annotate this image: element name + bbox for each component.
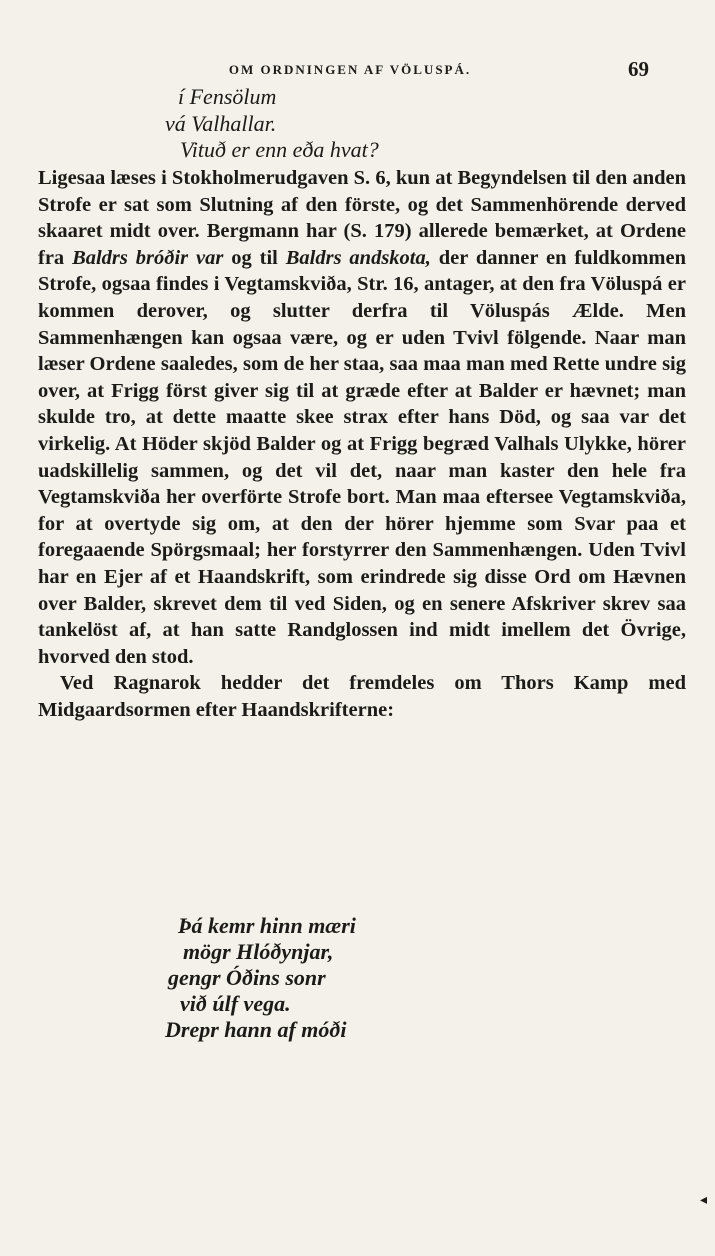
verse-line: Vituð er enn eða hvat? xyxy=(180,137,379,162)
corner-arrow-icon: ◂ xyxy=(700,1193,708,1208)
paragraph-text: Ved Ragnarok hedder det fremdeles om Thors Kamp med Midgaardsormen efter Haandskrifterne: xyxy=(38,672,686,721)
verse-line: gengr Óðins sonr xyxy=(168,965,326,990)
verse-line: við úlf vega. xyxy=(180,991,291,1016)
quoted-phrase: Baldrs andskota, xyxy=(285,246,431,269)
paragraph-text: Ligesaa læses i Stokholmerudgaven S. 6, kun at Begyndelsen til den anden Strofe er sat som Slutning af den förste, og det Sammenhörende derved skaaret midt over. Bergmann har (S. 179) allerede bemærket, at Ordene fra Baldrs bróðir var og til Baldrs andskota, der danner en fuldkommen Strofe, ogsaa findes i Vegtamskviða, Str. 16, antager, at den fra Völuspá er kommen derover, og slutter derfra til Völuspás Ælde. Men Sammenhængen kan ogsaa være, og er uden Tvivl fölgende. Naar man læser Ordene saaledes, som de her staa, saa maa man med Rette undre sig over, at Frigg först giver sig til at græde efter at Balder er hævnet; man skulde tro, at dette maatte skee strax efter hans Död, og saa var det virkelig. At Höder skjöd Balder og at Frigg begræd Valhals Ulykke, hörer uadskillelig sammen, og det vil det, naar man kaster den hele fra Vegtamskviða her overförte Strofe bort. Man maa eftersee Vegtamskviða, for at overtyde sig om, at den der hörer hjemme som Svar paa et foregaaende Spörgsmaal; her forstyrrer den Sammenhængen. Uden Tvivl har en Ejer af et Haandskrift, som erindrede sig disse Ord om Hævnen over Balder, skrevet dem til ved Siden, og en senere Afskriver skrev saa tankelöst af, at han satte Randglossen ind midt imellem det Övrige, hvorved den stod. xyxy=(38,167,687,668)
quoted-phrase: Baldrs bróðir var xyxy=(72,246,224,269)
page-number: 69 xyxy=(628,57,649,81)
verse-line: Drepr hann af móði xyxy=(165,1017,347,1042)
verse-line: mögr Hlóðynjar, xyxy=(183,939,334,964)
running-head: OM ORDNINGEN AF VÖLUSPÁ. xyxy=(228,62,472,77)
verse-line: vá Valhallar. xyxy=(165,111,277,136)
verse-line: í Fensölum xyxy=(178,84,277,109)
verse-line: Þá kemr hinn mæri xyxy=(178,913,356,938)
body-paragraph-1 xyxy=(38,165,686,723)
